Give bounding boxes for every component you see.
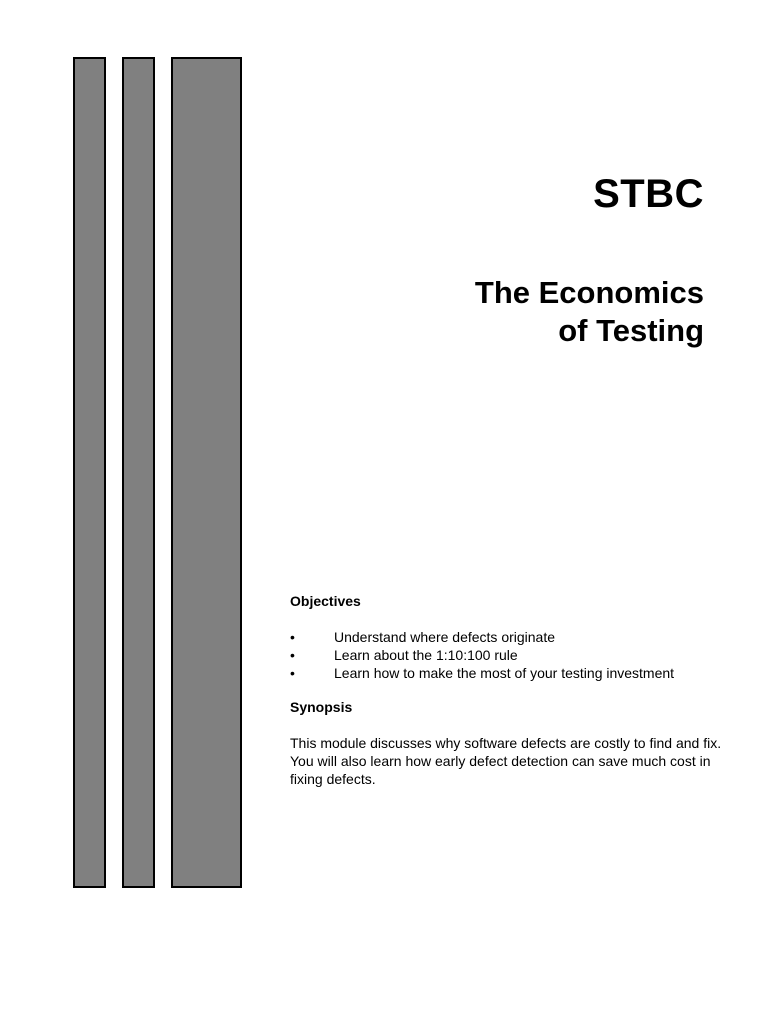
objective-item — [290, 628, 740, 646]
bullet-icon: • — [290, 665, 295, 681]
module-summary — [290, 592, 740, 788]
decorative-bar-left — [73, 57, 106, 888]
objectives-heading: Objectives — [290, 593, 361, 609]
objective-text: Learn about the 1:10:100 rule — [334, 647, 518, 663]
objective-item — [290, 664, 740, 682]
decorative-bar-middle — [122, 57, 155, 888]
document-title-line-2: of Testing — [558, 313, 704, 348]
objectives-list — [290, 628, 740, 682]
document-title — [475, 274, 704, 350]
document-code: STBC — [593, 172, 704, 216]
bullet-icon: • — [290, 647, 295, 663]
document-title-line-1: The Economics — [474, 275, 704, 310]
bullet-icon: • — [290, 629, 295, 645]
objective-text: Learn how to make the most of your testing investment — [334, 665, 675, 681]
decorative-bar-right — [171, 57, 242, 888]
synopsis-text: This module discusses why software defects are costly to find and fix. You will also learn how early defect detection can save much cost in fixing defects. — [290, 735, 722, 787]
objective-text: Understand where defects originate — [334, 629, 556, 645]
synopsis-heading: Synopsis — [290, 699, 353, 715]
objective-item — [290, 646, 740, 664]
